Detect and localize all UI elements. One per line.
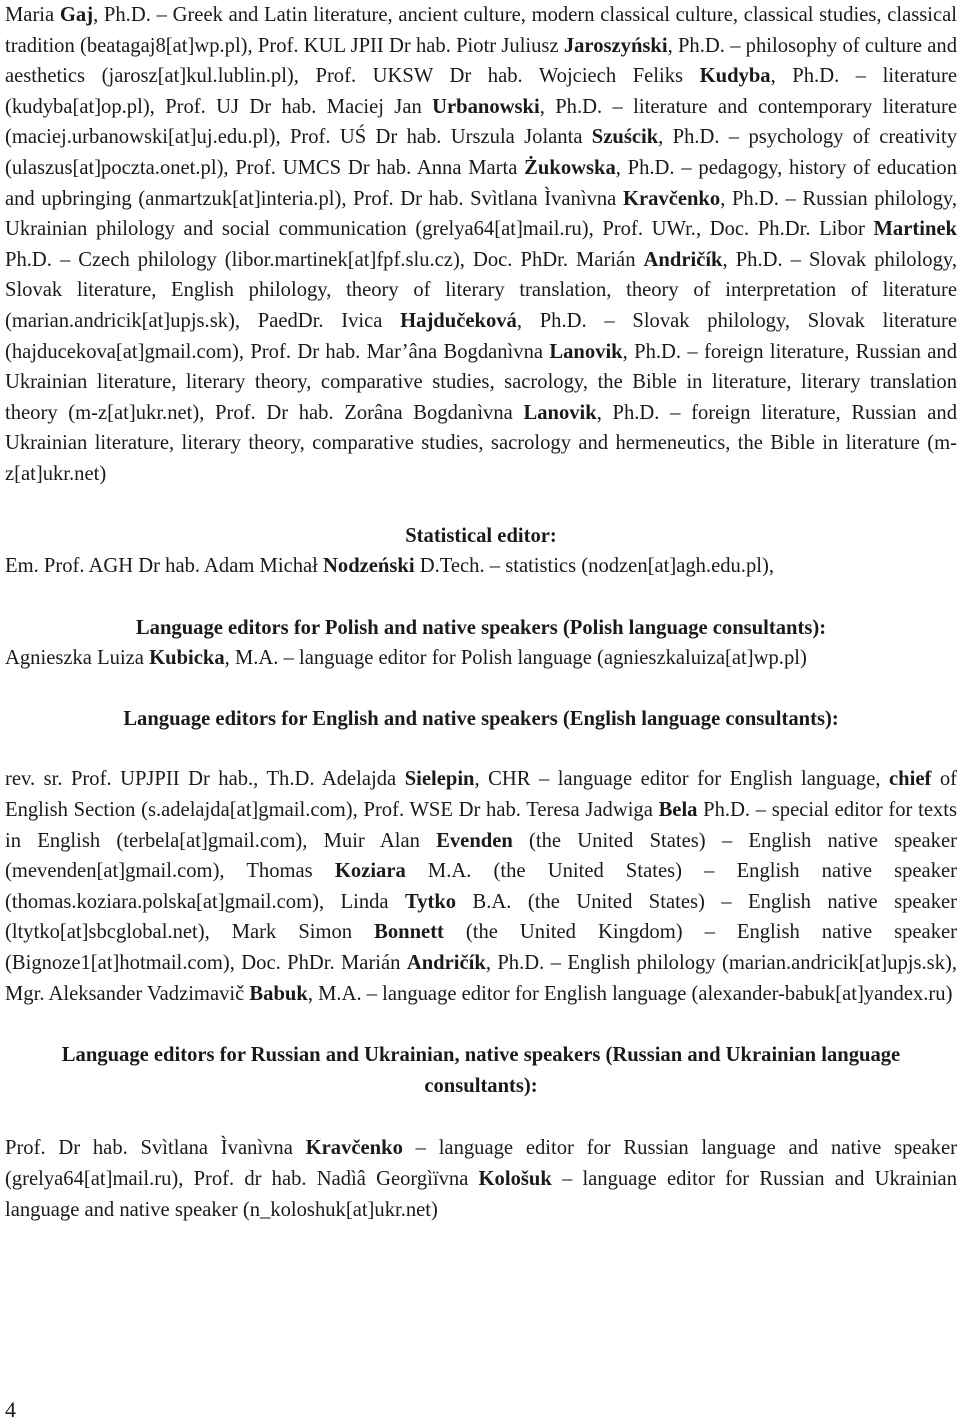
text-run: , Ph.D. – Slovak philology, Slovak literature (hajducekova[at]gmail.com), Prof. Dr hab. Mar’âna Bogdanìvna (5, 309, 958, 363)
text-run: – language editor for Russian and Ukrainian language and native speaker (n_koloshuk[at]ukr.net) (5, 1168, 957, 1221)
bold-name: Gaj (59, 4, 94, 26)
text-run: , CHR – language editor for English language, (474, 768, 890, 791)
text-run: Em. Prof. AGH Dr hab. Adam Michał (5, 555, 324, 578)
text-run: , Ph.D. – Greek and Latin literature, ancient culture, modern classical culture, classical studies, classical tradition (beatagaj8[at]wp.pl), Prof. KUL JPII Dr hab. Piotr Juliusz (5, 4, 957, 57)
text-run: B.A. (the United States) – English native speaker (ltytko[at]sbcglobal.net), Mark Simon (5, 890, 957, 944)
bold-name: Koziara (334, 860, 406, 883)
english-editors-paragraph (5, 764, 957, 1009)
bold-name: Andričík (406, 952, 486, 975)
bold-name: Kravčenko (305, 1137, 403, 1160)
text-run: Ph.D. – Czech philology (libor.martinek[at]fpf.slu.cz), Doc. PhDr. Marián (5, 248, 644, 271)
polish-editors-heading: Language editors for Polish and native speakers (Polish language consultants): (135, 616, 827, 639)
text-run: , Ph.D. – Russian philology, Ukrainian philology and social communication (grelya64[at]mail.ru), Prof. UWr., Doc. Ph.Dr. Libor (5, 187, 957, 241)
text-run: , Ph.D. – literature (kudyba[at]op.pl), Prof. UJ Dr hab. Maciej Jan (5, 65, 957, 118)
text-run: , Ph.D. – literature and contemporary literature (maciej.urbanowski[at]uj.edu.pl), Prof. UŚ Dr hab. Urszula Jolanta (5, 95, 957, 149)
bold-name: chief (889, 768, 932, 791)
bold-name: Hajdučeková (400, 309, 517, 332)
bold-name: Bela (658, 799, 698, 822)
bold-name: Kudyba (699, 65, 771, 88)
bold-name: Kubicka (149, 647, 225, 670)
bold-name: Bonnett (374, 921, 444, 944)
text-run: Ph.D. – special editor for texts in English (terbela[at]gmail.com), Muir Alan (5, 799, 957, 852)
document-page (5, 0, 957, 1225)
english-editors-heading: Language editors for English and native speakers (English language consultants): (123, 707, 839, 730)
bold-name: Andričík (643, 248, 723, 271)
statistical-editor-heading: Statistical editor: (405, 524, 557, 547)
text-run: , Ph.D. – Slovak philology, Slovak literature, English philology, theory of literary translation, theory of interpretation of literature (marian.andricik[at]upjs.sk), PaedDr. Ivica (5, 248, 958, 332)
bold-name: Jaroszyński (563, 34, 668, 57)
bold-name: Tytko (404, 890, 457, 913)
text-run: Prof. Dr hab. Svìtlana Ìvanìvna (5, 1137, 306, 1160)
bold-name: Kravčenko (622, 187, 721, 210)
bold-name: Babuk (249, 982, 308, 1005)
text-run: Maria (5, 4, 60, 26)
text-run: – language editor for Russian language and native speaker (grelya64[at]mail.ru), Prof. dr hab. Nadìâ Georgìïvna (5, 1137, 957, 1190)
bold-name: Martinek (873, 218, 957, 241)
page-number: 4 (5, 1397, 16, 1422)
text-run: , M.A. – language editor for Polish language (agnieszkaluiza[at]wp.pl) (224, 647, 807, 670)
text-run: of English Section (s.adelajda[at]gmail.com), Prof. WSE Dr hab. Teresa Jadwiga (5, 768, 957, 822)
russian-ukrainian-editors-paragraph (5, 1133, 957, 1225)
text-run: (the United States) – English native speaker (mevenden[at]gmail.com), Thomas (5, 829, 957, 883)
text-run: M.A. (the United States) – English native speaker (thomas.koziara.polska[at]gmail.com), Linda (5, 860, 957, 913)
bold-name: Lanovik (549, 340, 623, 363)
text-run: , Ph.D. – English philology (marian.andricik[at]upjs.sk), Mgr. Aleksander Vadzimavič (5, 952, 957, 1005)
text-run: D.Tech. – statistics (nodzen[at]agh.edu.pl), (414, 555, 774, 578)
text-run: , Ph.D. – philosophy of culture and aesthetics (jarosz[at]kul.lublin.pl), Prof. UKSW Dr hab. Wojciech Feliks (5, 34, 957, 88)
polish-editors-paragraph (5, 643, 957, 674)
bold-name: Żukowska (524, 156, 616, 179)
text-run: Agnieszka Luiza (5, 647, 150, 670)
text-run: , Ph.D. – foreign literature, Russian and Ukrainian literature, literary theory, comparative studies, sacrology and hermeneutics, the Bible in literature (m-z[at]ukr.net) (5, 401, 957, 485)
text-run: , Ph.D. – foreign literature, Russian and Ukrainian literature, literary theory, comparative studies, sacrology, the Bible in literature, literary translation theory (m-z[at]ukr.net), Prof. Dr hab. Zorâna Bogdanìvna (5, 340, 957, 424)
text-run: , Ph.D. – pedagogy, history of education and upbringing (anmartzuk[at]interia.pl), Prof. Dr hab. Svìtlana Ìvanìvna (5, 156, 957, 210)
text-run: (the United Kingdom) – English native speaker (Bignoze1[at]hotmail.com), Doc. PhDr. Marián (5, 921, 957, 975)
bold-name: Evenden (436, 829, 513, 852)
bold-name: Urbanowski (432, 95, 540, 118)
russian-ukrainian-editors-heading: Language editors for Russian and Ukrainian, native speakers (Russian and Ukrainian language consultants): (61, 1044, 901, 1097)
bold-name: Nodzeński (323, 555, 415, 578)
text-run: rev. sr. Prof. UPJPII Dr hab., Th.D. Adelajda (5, 768, 405, 791)
bold-name: Lanovik (523, 401, 597, 424)
text-run: , Ph.D. – psychology of creativity (ulaszus[at]poczta.onet.pl), Prof. UMCS Dr hab. Anna Marta (5, 126, 957, 179)
editors-paragraph (5, 0, 957, 490)
statistical-editor-paragraph (5, 551, 957, 582)
bold-name: Sielepin (404, 768, 475, 791)
text-run: , M.A. – language editor for English language (alexander-babuk[at]yandex.ru) (307, 982, 953, 1005)
bold-name: Szuścik (591, 126, 659, 149)
bold-name: Kološuk (478, 1168, 552, 1190)
